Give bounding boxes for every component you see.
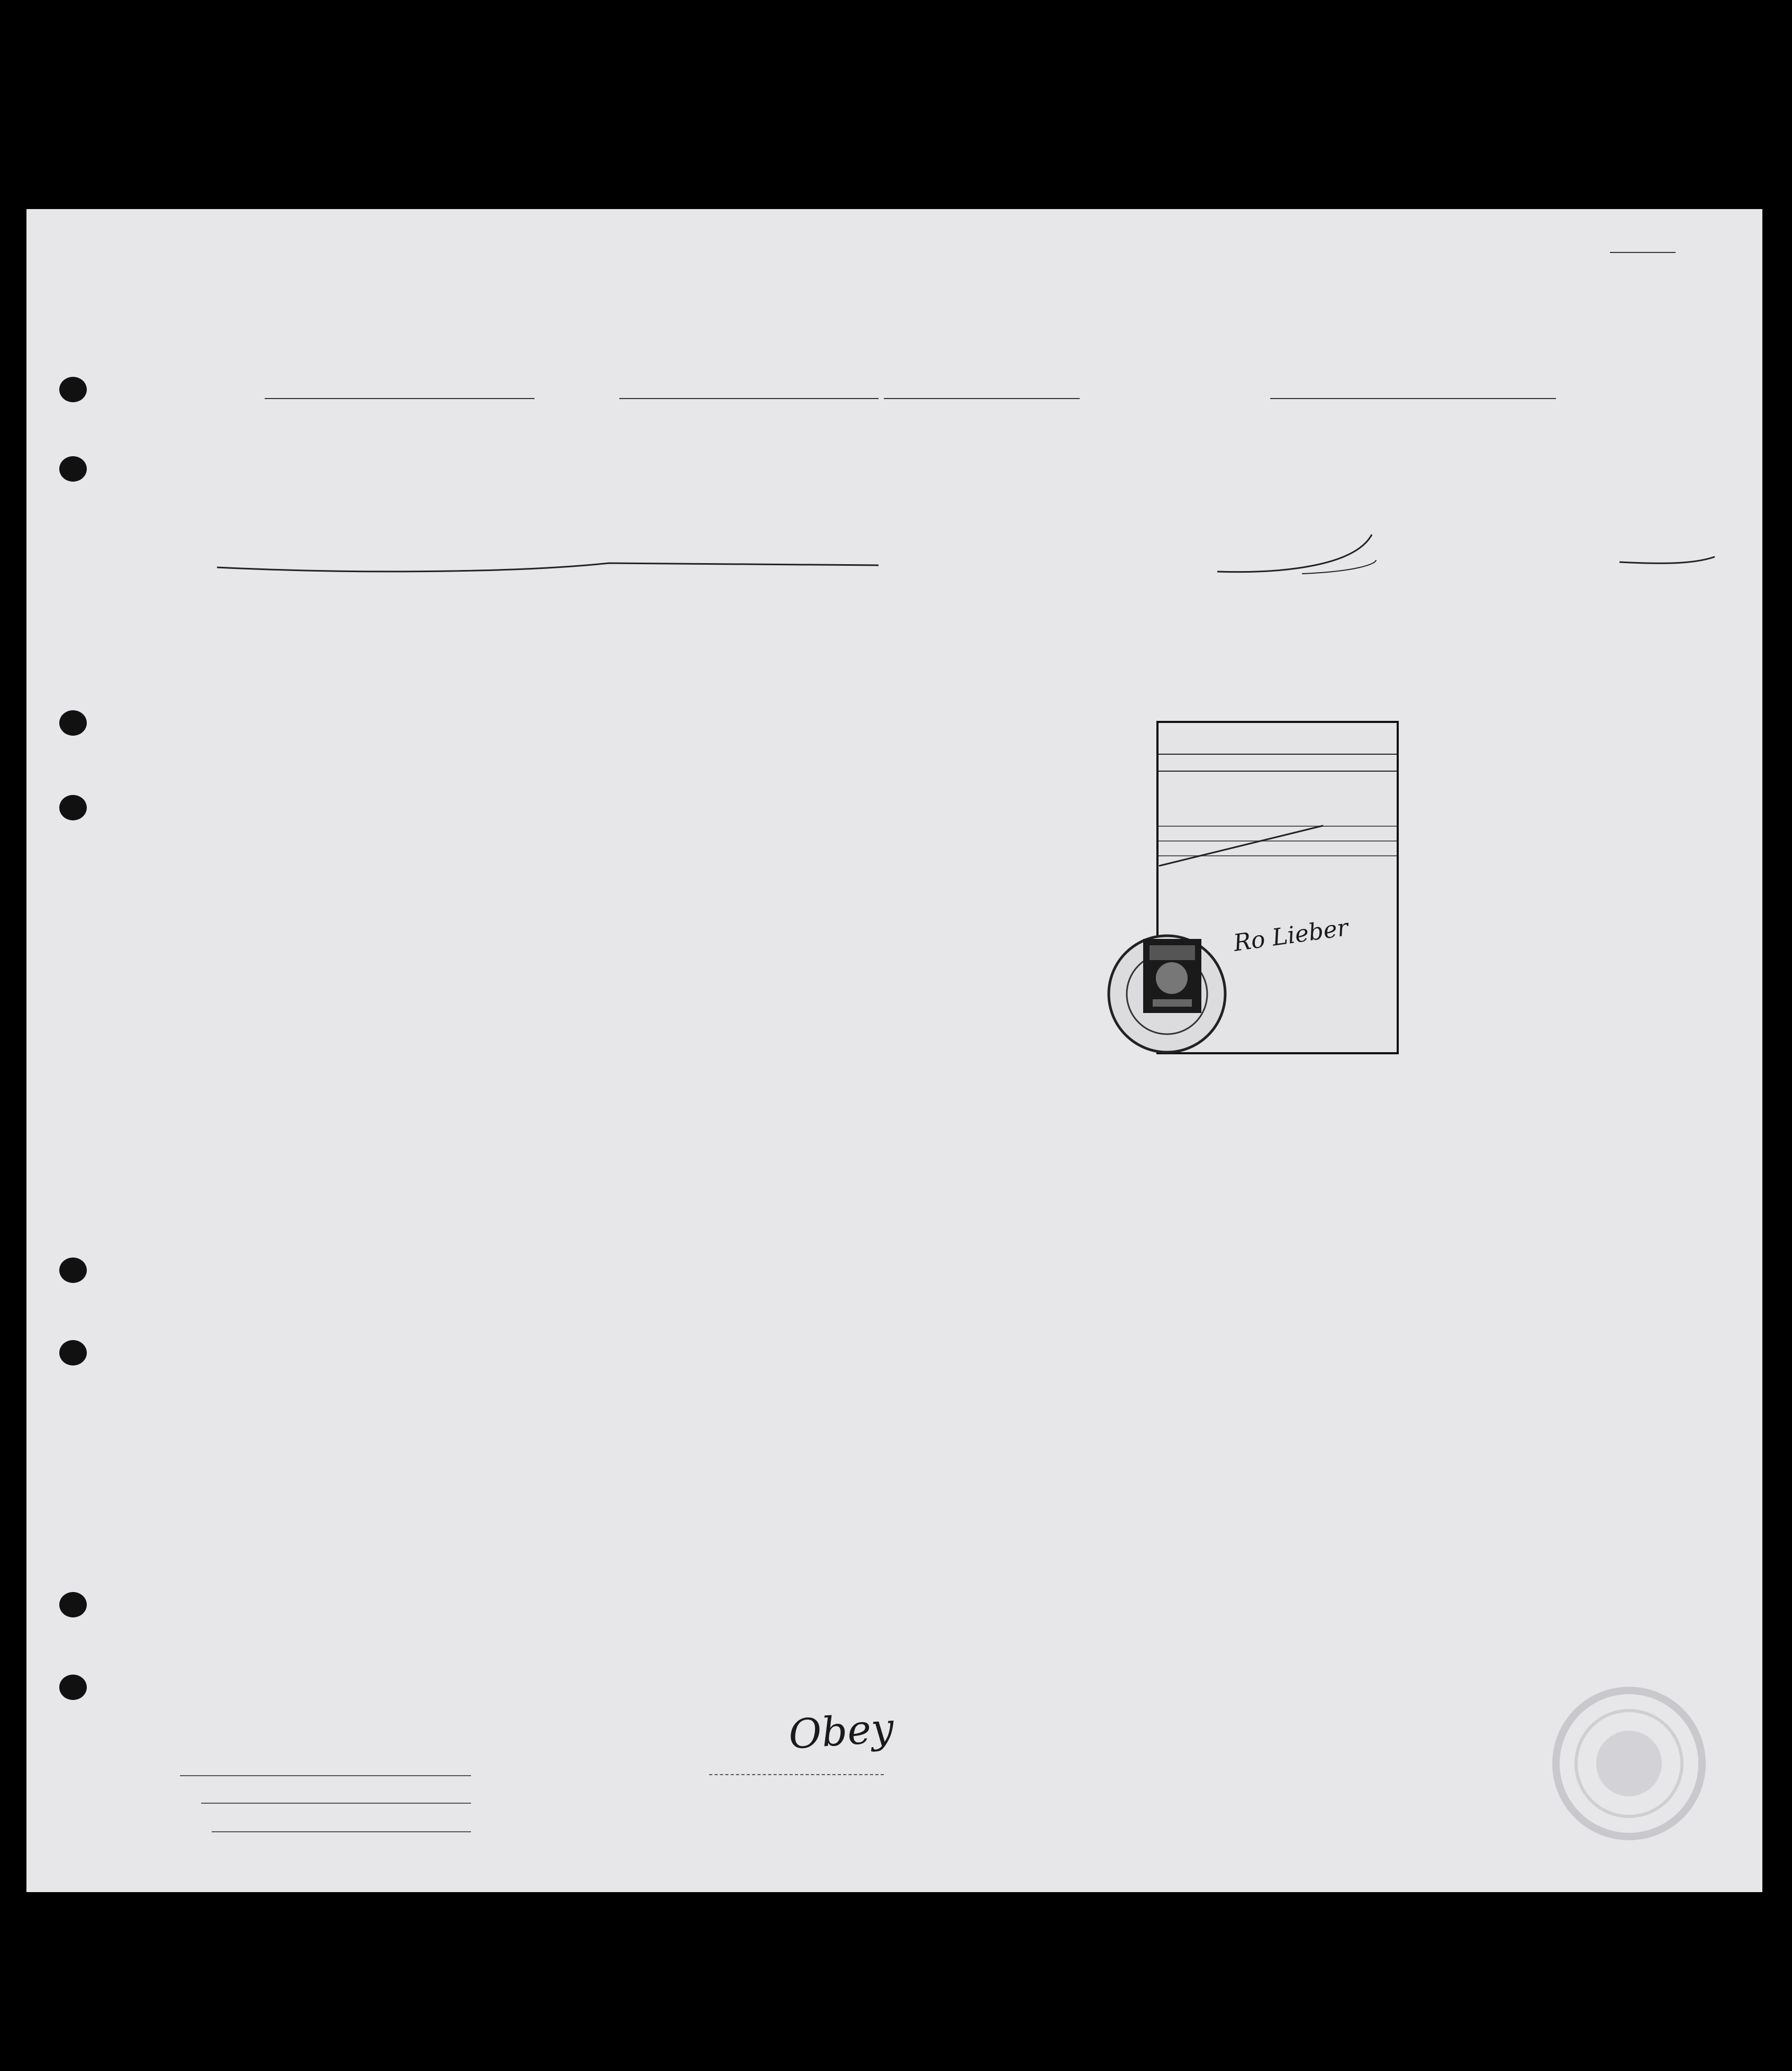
visa-blank-2	[1159, 840, 1397, 842]
visa-blank-3	[1159, 855, 1397, 856]
visa-blank-1	[1159, 826, 1397, 827]
from-line	[1270, 398, 1556, 399]
consulate-rule	[1159, 754, 1397, 755]
date-line	[884, 398, 1080, 399]
arriving-line	[619, 398, 879, 399]
consul-signature: Ro Lieber	[1232, 914, 1350, 957]
agents-rule	[212, 1831, 471, 1832]
visa-rule	[1159, 771, 1397, 772]
inspector-rule	[709, 1774, 884, 1775]
aircraft-line	[265, 398, 535, 399]
inspector-signature: Obey	[787, 1704, 895, 1758]
owners-rule	[201, 1803, 471, 1804]
line-rule	[180, 1775, 471, 1776]
sheet-line	[1610, 252, 1676, 253]
